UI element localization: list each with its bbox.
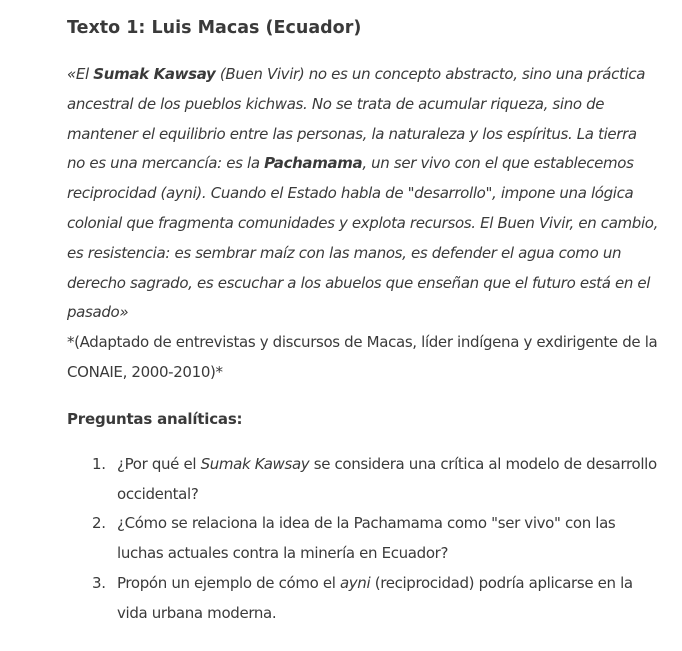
question-number: 3.: [92, 573, 106, 592]
questions-heading: Preguntas analíticas:: [67, 409, 243, 428]
question-number: 2.: [92, 514, 106, 533]
question-item-3: [67, 569, 659, 629]
question-text-post: se considera una crítica al modelo de desarrollo occidental?: [117, 454, 657, 503]
document-heading: Texto 1: Luis Macas (Ecuador): [67, 18, 362, 38]
question-text-pre: Propón un ejemplo de cómo el: [117, 573, 340, 592]
question-text-pre: ¿Cómo se relaciona la idea de la Pachamama como "ser vivo" con las luchas actuales contra la minería en Ecuador?: [117, 514, 616, 563]
question-text-emphasis: Sumak Kawsay: [200, 454, 310, 473]
question-item-2: [67, 509, 659, 569]
questions-list: [67, 450, 659, 629]
quote-part-2: (Buen Vivir) no es un concepto abstracto, sino una práctica ancestral de los pueblos kichwas. No se trata de acumular riqueza, sino de mantener el equilibrio entre las personas, la naturaleza y los espíritus. La tierra no es una mercancía: es la: [67, 65, 646, 173]
source-note: *(Adaptado de entrevistas y discursos de Macas, líder indígena y exdirigente de la CONAIE, 2000-2010)*: [67, 333, 658, 381]
question-text-emphasis: ayni: [339, 573, 371, 592]
question-item-1: [67, 450, 659, 510]
quote-term-pachamama: Pachamama: [264, 154, 363, 173]
quote-term-sumak-kawsay: Sumak Kawsay: [93, 65, 216, 83]
question-text-post: (reciprocidad) podría aplicarse en la vida urbana moderna.: [117, 573, 633, 622]
question-text-pre: ¿Por qué el: [117, 454, 201, 473]
quote-part-3: , un ser vivo con el que establecemos reciprocidad (ayni). Cuando el Estado habla de "desarrollo", impone una lógica colonial que fragmenta comunidades y explota recursos. El Buen Vivir, en cambio, es resistencia: es sembrar maíz con las manos, es defender el agua como un derecho sagrado, es escuchar a los abuelos que enseñan que el futuro está en el pasado»: [67, 154, 659, 322]
quote-paragraph: [67, 60, 659, 328]
quote-open: «El: [67, 65, 94, 83]
question-number: 1.: [92, 454, 106, 473]
